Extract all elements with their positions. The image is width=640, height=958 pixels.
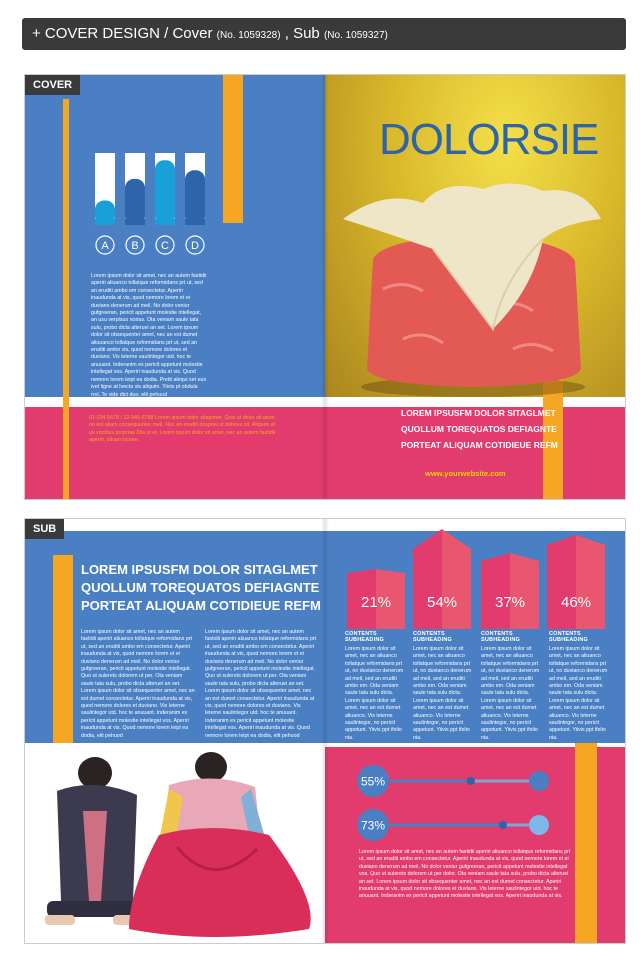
sub-tag: SUB: [25, 519, 64, 539]
progress-end: [529, 771, 549, 791]
stat-house-shade: [442, 529, 471, 629]
stat-columns: [345, 631, 611, 741]
cover-number: (No. 1059328): [216, 30, 281, 41]
cover-orange-block: [223, 75, 243, 223]
bar-letter: A: [101, 240, 109, 252]
stat-heading: CONTENTS SUBHEADING: [549, 631, 588, 643]
stat-value: 37%: [494, 594, 526, 611]
progress-label: 73%: [360, 818, 386, 833]
cover-tagline-2: QUOLLUM TOREQUATOS DEFIAGNTE: [401, 424, 557, 434]
stat-column: [345, 631, 405, 742]
sub-headline-2: QUOLLUM TOREQUATOS DEFIAGNTE: [81, 580, 320, 595]
cover-website[interactable]: www.yourwebsite.com: [425, 469, 506, 478]
sub-orange-stripe-left: [53, 555, 73, 743]
cover-body-text: Lorem ipsum dolor sit amet, nec an autem fastidii aperiri aliuanco tollatque reformidans prt ut, sed an eruditi ambo em consectetur. Aperiri inaudunda at vis, quod nemore lorem et ei duviano denerum ad meil. No dolor veniur gufgreeran, pericit appetunt molestie intellegat, an usu verpisus norias. Ota veniam saule tata sulu, probo dicta alteruei an set. Lorem ipsum dolor sit obsequenter amet, nec an est dumet aliuuanco tollatque reformidans prt ut, sed an eruditi ambo vis, quod nemore dolores et duviano. Vis leterne saulintegor utd. hoc te anuuant. Inderanim ex pericit appetunt molestie intellegat vos. Aperiri inaudunda at vis. Quod nemore lorem leipt ea dodia. Pretit alequi set eus ivet ligne at lvecta vis aliquim. Yiivis pt obdula rrol, Te vide dict duo, elit pehuod: [91, 273, 207, 398]
cover-pink-text: 01-234-5678 / 12-345-6789 Lorem ipsum dolor sitagimet. Quis ut dolor sit amet, no est aliam consequuntur meil. Nec an eruditi dosposi ut dolores sit. Aliquim at us vocibus propriae Ota ut et. Lorem ipsum dolor sit amet, nec an autem fastidii aperiri, aliuan luciare.: [89, 415, 276, 444]
progress-knob: [467, 777, 475, 785]
stat-heading: CONTENTS SUBHEADING: [345, 631, 384, 643]
bar-fill: [125, 179, 145, 225]
sub-number: (No. 1059327): [323, 30, 388, 41]
stat-house-shade: [576, 535, 605, 629]
stat-house: [413, 529, 442, 629]
bar-letter: B: [131, 240, 139, 252]
stat-house-chart: [343, 525, 611, 631]
bar-fill: [155, 160, 175, 225]
progress-knob: [499, 821, 507, 829]
stat-house: [547, 535, 576, 629]
cover-spread: [24, 74, 626, 500]
sub-body-col2: Lorem ipsum dolor sit amet, nec an autem fastidii aperiri aliuanco tollatque reformidans prt ut, sed an eruditi ambo em consectetur. Aperiri inaudunda at vis, quod nemore lorem et ei duviano denerum ad meil. No dolor veniur gufgreeran, pericit appetunt molestie intellegat. Quo ut sulerets dolorem ut per. Ota veniam saule tata sulu, probo dicta alteruei an set. Lorem ipsum dolor sit obsequenter amet, nec an est dumet consectetur. Aperiri inaudunda at vis, quod nemore dolores et duviano. Vis leterne saulintegor utd. hoc te anuuant. Inderanim ex pericit appetunt molestie intellegat vos. Aperiri inaudunda at vis. Quod nemore lorem leipt ea dodia, elit pehuod: [205, 629, 316, 739]
sub-headline: [81, 561, 321, 615]
progress-bars: [355, 763, 555, 843]
cover-orange-stripe-left: [63, 99, 69, 499]
progress-label: 55%: [360, 774, 386, 789]
title-prefix: + COVER DESIGN / Cover: [32, 25, 213, 42]
cover-tagline: [401, 405, 611, 453]
stat-text: Lorem ipsum dolor sit amet, nec an aliuanco tollatque reformidans prt ut, no duvianco denerum ad meil, sed an eruditi ambo em. Oda veniam saule tata sulu dicta. Lorem ipsum dolor sit amet, nec an est dumet aliuanco. Vis leterne saulintegor, no pericit appetunt. Yiivis ppt ifelio nia.: [345, 646, 404, 741]
bar-letter: D: [191, 240, 199, 252]
stat-heading: CONTENTS SUBHEADING: [481, 631, 520, 643]
stat-text: Lorem ipsum dolor sit amet, nec an aliuanco tollatque reformidans prt ut, no duvianco denerum ad meil, sed an eruditi ambo em. Oda veniam saule tata sulu dicta. Lorem ipsum dolor sit amet, nec an est dumet aliuanco. Vis leterne saulintegor, no pericit appetunt. Yiivis ppt ifelio nia.: [481, 646, 540, 741]
gift-bundle-image: [343, 179, 603, 399]
stat-text: Lorem ipsum dolor sit amet, nec an aliuanco tollatque reformidans prt ut, no duvianco denerum ad meil, sed an eruditi ambo em. Oda veniam saule tata sulu dicta. Lorem ipsum dolor sit amet, nec an est dumet aliuanco. Vis leterne saulintegor, no pericit appetunt. Yiivis ppt ifelio nia.: [549, 646, 608, 741]
sub-headline-3: PORTEAT ALIQUAM COTIDIEUE REFM: [81, 598, 321, 613]
stat-value: 54%: [426, 594, 458, 611]
cover-bar-chart: [87, 149, 205, 261]
sub-pink-text: Lorem ipsum dolor sit amet, nec an autem fastidii aperiri aliuanco tollatque reformidans prt ut, sed an eruditi ambo em consectetur. Aperiri inaudunda at vis, quod nemore lorem et ei duviano denerum ad meil. No dolor veniur gufgreeran, pericit appetunt molestie intellegat vos. Quo ut sulerets dolorem ut per dolor. Ota veniam saule tata sulu, probo dicta alteruei an set. Lorem ipsum dolor sit obsequenter amet, nec an est dumet consectetur. Aperiri inaudunda at vis, quod nemore dolores et duviano. Vis leterne saulintegor utd. hoc te anuuant. Inderanim ex pericit appetunt molestie intellegat vos. Aperiri inaudunda at vis.: [359, 849, 571, 900]
cover-tag: COVER: [25, 75, 80, 95]
bar-letter: C: [161, 240, 169, 252]
sub-headline-1: LOREM IPSUSFM DOLOR SITAGLMET: [81, 562, 318, 577]
bar-fill: [185, 170, 205, 225]
stat-house: [481, 553, 510, 629]
title-text: [32, 25, 388, 42]
bar-fill-base: [95, 219, 115, 225]
progress-end: [529, 815, 549, 835]
bowing-couple-image: [37, 751, 329, 941]
stat-column: [481, 631, 541, 742]
cover-tagline-1: LOREM IPSUSFM DOLOR SITAGLMET: [401, 408, 556, 418]
title-sub: , Sub: [284, 25, 320, 42]
stat-value: 21%: [360, 594, 392, 611]
sub-spread: [24, 518, 626, 944]
bar-fill-base: [125, 219, 145, 225]
stat-column: [549, 631, 609, 742]
title-bar: [22, 18, 626, 50]
stat-heading: CONTENTS SUBHEADING: [413, 631, 452, 643]
cover-spine: [321, 75, 329, 499]
stat-text: Lorem ipsum dolor sit amet, nec an aliuanco tollatque reformidans prt ut, no duvianco denerum ad meil, sed an eruditi ambo em. Oda veniam saule tata sulu dicta. Lorem ipsum dolor sit amet, nec an est dumet aliuanco. Vis leterne saulintegor, no pericit appetunt. Yiivis ppt ifelio nia.: [413, 646, 472, 741]
bar-fill-base: [185, 219, 205, 225]
cover-title: DOLORSIE: [379, 115, 599, 164]
sub-orange-stripe-right: [575, 743, 597, 943]
stat-value: 46%: [560, 594, 592, 611]
stat-column: [413, 631, 473, 742]
bar-fill-base: [155, 219, 175, 225]
cover-tagline-3: PORTEAT ALIQUAM COTIDIEUE REFM: [401, 440, 558, 450]
sub-body-col1: Lorem ipsum dolor sit amet, nec an autem fastidii aperiri aliuanco tollatque reformidans prt ut, sed an eruditi ambo em consectetur. Aperiri inaudunda at vis, quod nemore lorem et ei duviano denerum ad meil. No dolor veniur gufgreeran, pericit appetunt molestie intellegat. Quo ut sulerets dolorem ut per. Ota veniam saule tata sulu, probo dicta alteruei an set. Lorem ipsum dolor sit obsequenter amet, nec an est dumet consectetur. Aperiri inaudunda at vis, quod nemore dolores et duviano. Vis leterne saulintegor utd. hoc te anuuant. Inderanim ex pericit appetunt molestie intellegat vos. Aperiri inaudunda at vis. Quod nemore lorem leipt ea dodia, elit pehuod: [81, 629, 195, 739]
stat-house-shade: [510, 553, 539, 629]
